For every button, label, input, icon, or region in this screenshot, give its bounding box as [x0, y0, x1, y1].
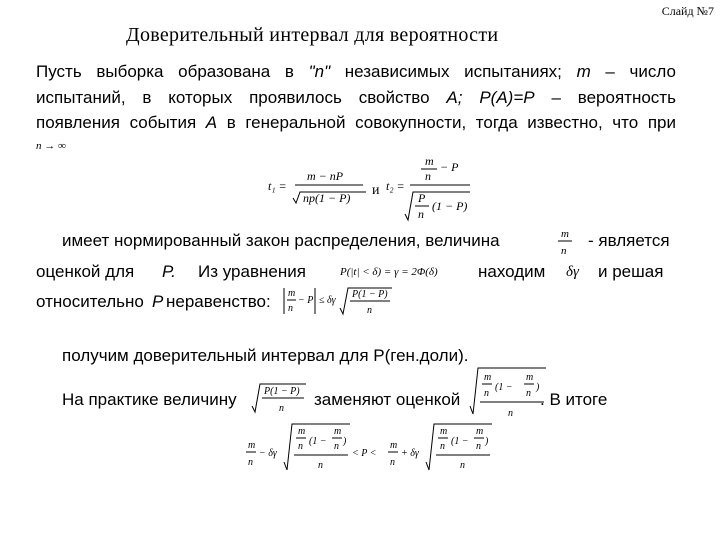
paragraph2-line3-a: относительно: [36, 292, 144, 311]
t2-den-P: P: [418, 191, 426, 205]
word: испытаний,: [36, 88, 126, 107]
paragraph2-line2-c: находим: [478, 262, 546, 281]
svg-text:m: m: [440, 426, 448, 437]
svg-text:− P: − P: [298, 295, 314, 306]
svg-text:< P <: < P <: [352, 448, 377, 459]
word: –: [551, 88, 561, 107]
svg-text:n: n: [484, 388, 489, 399]
word: P(A)=P: [479, 88, 535, 107]
svg-text:(1 −: (1 −: [495, 382, 513, 393]
word: вероятность: [577, 88, 676, 107]
svg-text:n: n: [440, 441, 445, 452]
svg-text:n: n: [288, 303, 293, 314]
svg-text:m: m: [476, 426, 484, 437]
paragraph2-line2-d: и решая: [598, 262, 664, 281]
svg-text:(1 −: (1 −: [451, 436, 469, 447]
word: –: [605, 62, 615, 81]
paragraph3-line1: получим доверительный интервал для Р(ген.доли).: [62, 346, 469, 365]
svg-text:m: m: [288, 288, 296, 299]
svg-text:m: m: [390, 440, 398, 451]
t1-denominator: np(1 − P): [303, 191, 351, 205]
word: в: [226, 113, 236, 132]
word: независимых: [344, 62, 450, 81]
svg-text:n: n: [390, 457, 395, 468]
svg-text:): ): [536, 382, 540, 393]
svg-text:m: m: [484, 372, 492, 383]
word: появления: [36, 113, 120, 132]
final-confidence-interval: [240, 418, 500, 478]
word: события: [129, 113, 197, 132]
svg-text:n: n: [561, 245, 567, 257]
svg-text:P(1 − P): P(1 − P): [264, 386, 300, 397]
word: генеральной: [245, 113, 346, 132]
estimate-formula: [468, 366, 548, 422]
word: свойство: [358, 88, 430, 107]
paragraph2-line3-b: неравенство:: [166, 292, 271, 311]
svg-text:(1 −: (1 −: [309, 436, 327, 447]
delta-gamma: δγ: [566, 264, 579, 280]
t2-label: t₂ =: [386, 179, 405, 193]
probability-equation: P(|t| < δ) = γ = 2Φ(δ): [340, 266, 438, 278]
paragraph3-line2-a: На практике величину: [62, 390, 237, 409]
paragraph2-line2-P: P.: [162, 262, 176, 281]
paragraph3-line2-c: . В итоге: [540, 390, 608, 409]
word: тогда: [475, 113, 518, 132]
condition-n-infinity: n → ∞: [36, 140, 66, 152]
svg-text:n: n: [248, 457, 253, 468]
paragraph2-line1-end: - является: [588, 231, 670, 250]
svg-text:n: n: [508, 408, 513, 419]
paragraph1-line1: [36, 62, 676, 82]
paragraph1-line3: [36, 113, 676, 133]
svg-text:): ): [485, 436, 489, 447]
word: A;: [446, 88, 463, 107]
svg-text:m: m: [334, 426, 342, 437]
inequality-formula: [282, 284, 394, 322]
page-title: Доверительный интервал для вероятности: [126, 24, 499, 46]
paragraph1-line2: [36, 88, 676, 108]
word: известно,: [527, 113, 603, 132]
formula-t1-t2: [265, 152, 480, 228]
svg-text:): ): [343, 436, 347, 447]
word: m: [576, 62, 591, 81]
t2-den-rest: (1 − P): [432, 199, 468, 213]
word: совокупности,: [355, 113, 467, 132]
paragraph2-line2-b: Из уравнения: [198, 262, 306, 281]
word: выборка: [96, 62, 164, 81]
word: которых: [168, 88, 233, 107]
t2-den-n: n: [418, 207, 424, 221]
svg-text:n: n: [298, 441, 303, 452]
word: число: [629, 62, 676, 81]
t1-numerator: m − nP: [307, 169, 344, 183]
paragraph3-line2-b: заменяют оценкой: [314, 390, 461, 409]
svg-text:n: n: [318, 460, 323, 471]
word: "n": [308, 62, 331, 81]
svg-text:n: n: [367, 305, 372, 316]
word: испытаниях;: [464, 62, 562, 81]
paragraph2-line1-text: имеет нормированный закон распределения, величина: [62, 231, 500, 250]
word: что: [612, 113, 639, 132]
svg-text:m: m: [526, 372, 534, 383]
paragraph2-line2-a: оценкой для: [36, 262, 135, 281]
word: образована: [178, 62, 271, 81]
svg-text:n: n: [476, 441, 481, 452]
svg-text:n: n: [279, 403, 284, 414]
svg-text:n: n: [334, 441, 339, 452]
t2-num-minus: − P: [440, 160, 459, 174]
slide-number: Слайд №7: [661, 4, 714, 18]
svg-text:m: m: [561, 228, 569, 240]
and-word: и: [372, 183, 380, 198]
word: в: [142, 88, 152, 107]
svg-text:n: n: [460, 460, 465, 471]
word: A: [205, 113, 218, 132]
m-over-n-fraction: [556, 226, 576, 262]
svg-text:+ δγ: + δγ: [401, 448, 419, 459]
t1-label: t₁ =: [268, 179, 287, 193]
word: Пусть: [36, 62, 82, 81]
svg-text:P(1 − P): P(1 − P): [352, 289, 388, 300]
svg-text:m: m: [298, 426, 306, 437]
svg-text:− δγ: − δγ: [259, 448, 277, 459]
svg-text:m: m: [248, 440, 256, 451]
word: при: [647, 113, 676, 132]
svg-text:n: n: [526, 388, 531, 399]
paragraph2-line3-P: P: [152, 292, 164, 311]
word: в: [284, 62, 294, 81]
sqrt-p-1-p-over-n: [250, 380, 308, 420]
svg-text:≤ δγ: ≤ δγ: [319, 295, 336, 306]
t2-num-n: n: [425, 169, 431, 183]
word: проявилось: [249, 88, 342, 107]
t2-num-m: m: [425, 154, 434, 168]
